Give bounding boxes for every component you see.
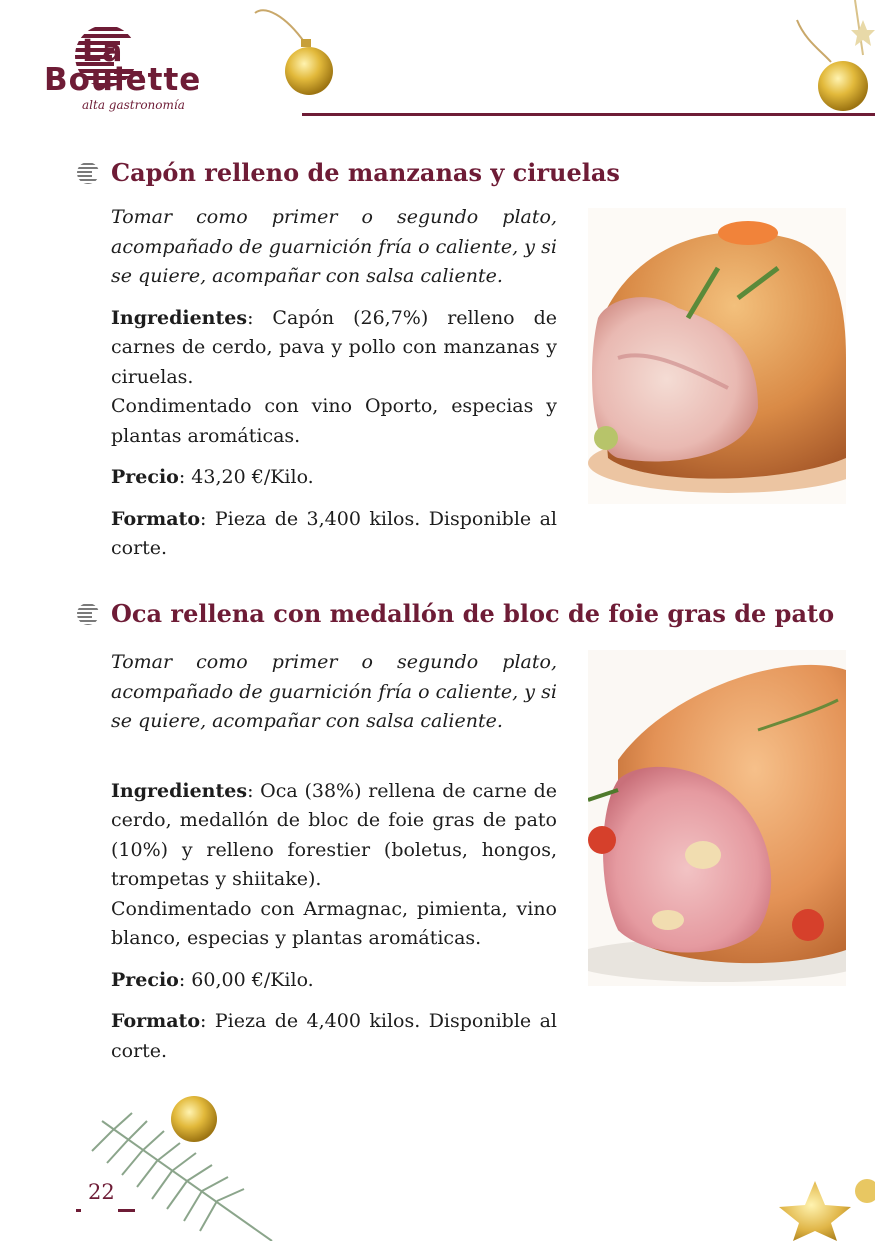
format-value: : Pieza de 3,400 kilos. Disponible al corte. <box>111 507 557 559</box>
logo-word-la: La <box>82 34 124 69</box>
price-value: : 43,20 €/Kilo. <box>178 466 314 488</box>
header-rule <box>302 113 875 116</box>
product-description: Tomar como primer o segundo plato, acompañado de guarnición fría o caliente, y si se quiere, acompañar con salsa caliente. <box>111 651 557 732</box>
product-description: Tomar como primer o segundo plato, acompañado de guarnición fría o caliente, y si se quiere, acompañar con salsa caliente. <box>111 206 557 287</box>
section-title <box>76 158 620 187</box>
section-title <box>76 599 834 628</box>
logo-tagline: alta gastronomía <box>82 98 185 112</box>
gold-ornament-icon <box>245 5 355 105</box>
product-title: Oca rellena con medallón de bloc de foie gras de pato <box>111 599 835 628</box>
logo-word-boulette: Boulette <box>44 62 202 98</box>
ingredients-paragraph <box>111 304 557 393</box>
price-value: : 60,00 €/Kilo. <box>178 968 314 991</box>
product-title: Capón relleno de manzanas y ciruelas <box>111 158 620 187</box>
product-text <box>111 203 557 564</box>
gold-ornament-icon <box>785 0 875 115</box>
section-bullet-icon <box>76 602 102 626</box>
section-bullet-icon <box>76 161 102 185</box>
format-value: : Pieza de 4,400 kilos. Disponible al corte. <box>111 1010 557 1062</box>
ingredients-text: : Capón (26,7%) relleno de carnes de cerdo, pava y pollo con manzanas y ciruelas. <box>111 306 557 388</box>
format-label: Formato <box>111 507 200 530</box>
seasoning-text: Condimentado con Armagnac, pimienta, vino blanco, especias y plantas aromáticas. <box>111 897 557 949</box>
pine-branch-icon <box>72 1091 292 1241</box>
format-label: Formato <box>111 1010 200 1032</box>
ingredients-paragraph <box>111 777 557 895</box>
goose-photo <box>588 650 846 986</box>
product-text <box>111 648 557 1066</box>
ingredients-label: Ingredientes <box>111 779 248 802</box>
format-paragraph <box>111 1007 557 1066</box>
price-paragraph <box>111 463 557 493</box>
capon-photo <box>588 208 846 504</box>
page-number-bar <box>118 1209 135 1212</box>
price-label: Precio <box>111 466 179 488</box>
gold-star-icon <box>765 1171 875 1241</box>
format-paragraph <box>111 505 557 564</box>
ingredients-label: Ingredientes <box>111 306 248 329</box>
page-number-dot <box>76 1209 81 1212</box>
price-paragraph <box>111 966 557 996</box>
ingredients-text: : Oca (38%) rellena de carne de cerdo, medallón de bloc de foie gras de pato (10%) y relleno forestier (boletus, hongos, trompetas y shiitake). <box>111 779 557 890</box>
price-label: Precio <box>111 968 179 991</box>
seasoning-text: Condimentado con vino Oporto, especias y plantas aromáticas. <box>111 395 557 447</box>
page-number: 22 <box>88 1180 115 1204</box>
